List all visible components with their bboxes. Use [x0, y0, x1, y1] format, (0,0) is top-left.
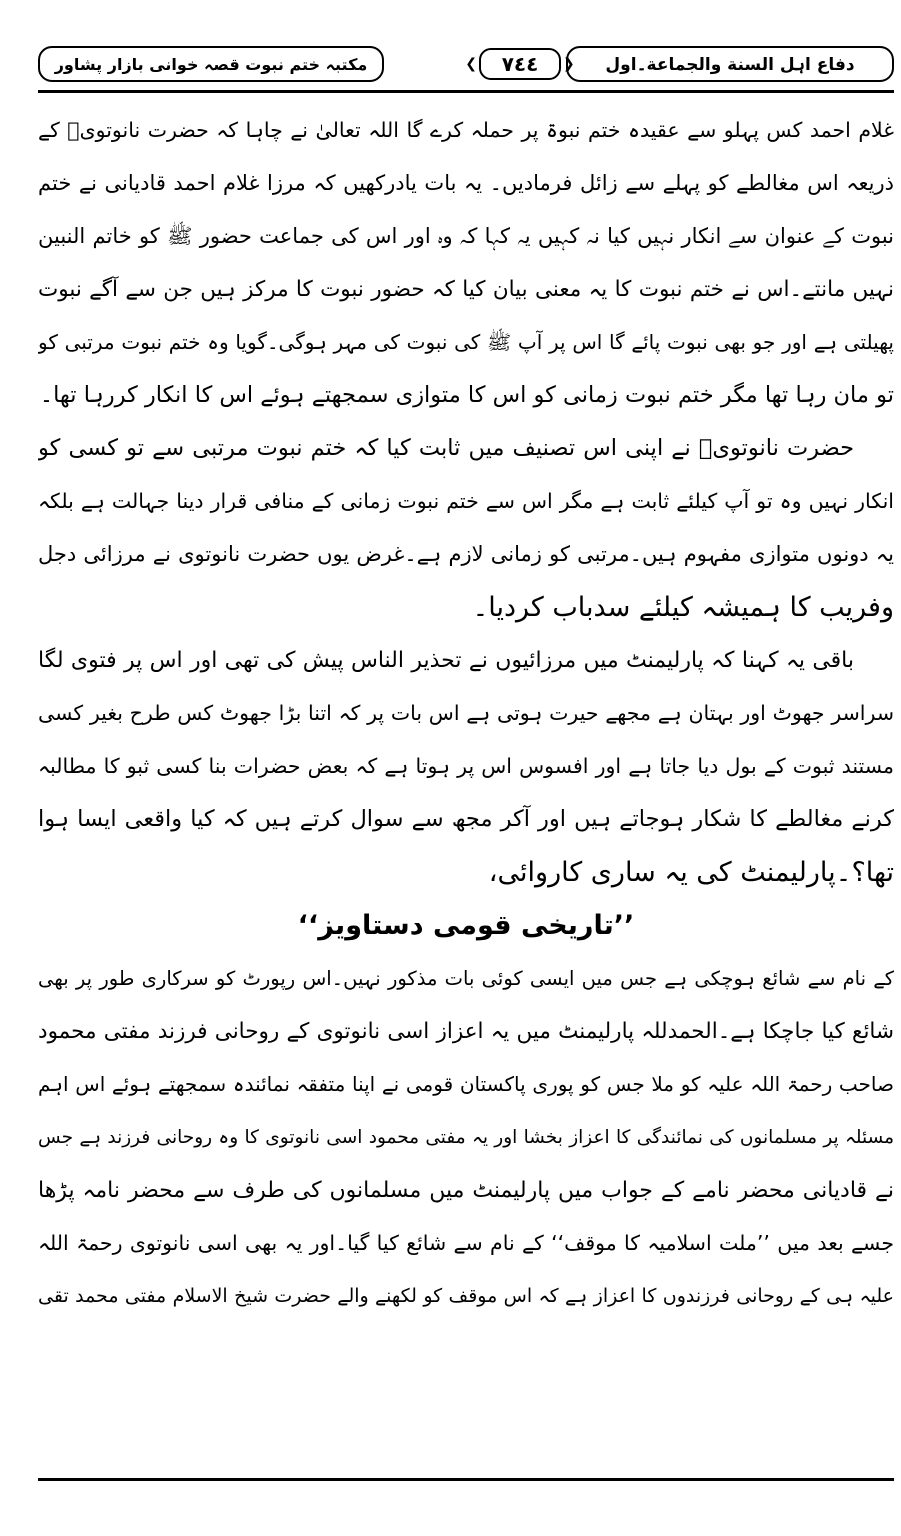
section-heading: ’’تاریخی قومی دستاویز‘‘	[297, 910, 635, 941]
text-line: انکار نہیں وہ تو آپ کیلئے ثابت ہے مگر اس سے ختم نبوت زمانی کے منافی قرار دینا جہالت ہے بلکہ	[38, 489, 894, 513]
text-line: پھیلتی ہے اور جو بھی نبوت پائے گا اس پر آپ ﷺ کی نبوت کی مہر ہوگی۔گویا وہ ختم نبوت مرتبی کو	[38, 330, 894, 354]
text-line: نہیں مانتے۔اس نے ختم نبوت کا یہ معنی بیان کیا کہ حضور نبوت کا مرکز ہیں جن سے آگے نبوت	[38, 277, 894, 302]
text-line: باقی یہ کہنا کہ پارلیمنٹ میں مرزائیوں نے تحذیر الناس پیش کی تھی اور اس پر فتوی لگا	[38, 648, 854, 673]
text-line: تو مان رہا تھا مگر ختم نبوت زمانی کو اس کا متوازی سمجھتے ہوئے اس کا انکار کررہا تھا۔	[39, 382, 894, 408]
text-line: کے نام سے شائع ہوچکی ہے جس میں ایسی کوئی بات مذکور نہیں۔اس رپورٹ کو سرکاری طور پر بھی	[38, 967, 894, 990]
footer-divider	[38, 1478, 894, 1481]
text-line: حضرت نانوتویؒ نے اپنی اس تصنیف میں ثابت کیا کہ ختم نبوت مرتبی سے تو کسی کو	[38, 435, 854, 461]
text-line: غلام احمد کس پہلو سے عقیدہ ختم نبوۃ پر حملہ کرے گا اللہ تعالیٰ نے چاہا کہ حضرت نانوتویؒ کے	[38, 118, 894, 142]
text-line: صاحب رحمۃ اللہ علیہ کو ملا جس کو پوری پاکستان قومی نے اپنا متفقہ نمائندہ سمجھتے ہوئے اس اہم	[38, 1072, 894, 1096]
text-line: علیہ ہی کے روحانی فرزندوں کا اعزاز ہے کہ اس موقف کو لکھنے والے حضرت شیخ الاسلام مفتی محمد تقی	[38, 1285, 894, 1307]
page-number: ٧٤٤	[501, 52, 539, 76]
ornament-icon: ❮	[465, 56, 477, 72]
text-line: جسے بعد میں ’’ملت اسلامیہ کا موقف‘‘ کے نام سے شائع کیا گیا۔اور یہ بھی اسی نانوتوی رحمۃ اللہ	[38, 1231, 894, 1255]
text-line: مسئلہ پر مسلمانوں کی نمائندگی کا اعزاز بخشا اور یہ مفتی محمود اسی نانوتوی کا وہ روحانی فرزند ہے جس	[38, 1127, 894, 1148]
text-line: وفریب کا ہمیشہ کیلئے سدباب کردیا۔	[472, 592, 894, 623]
header-divider	[38, 90, 894, 93]
text-line: نبوت کے عنوان سے انکار نہیں کیا نہ کہیں یہ کہا کہ وہ اور اس کی جماعت حضور ﷺ کو خاتم النبین	[38, 224, 894, 248]
text-line: سراسر جھوٹ اور بہتان ہے مجھے حیرت ہوتی ہے اس بات پر کہ اتنا بڑا جھوٹ کس طرح بغیر کسی	[38, 701, 894, 725]
text-line: شائع کیا جاچکا ہے۔الحمدللہ پارلیمنٹ میں یہ اعزاز اسی نانوتوی کے روحانی فرزند مفتی محمود	[38, 1019, 894, 1044]
text-line: ذریعہ اس مغالطے کو پہلے سے زائل فرمادیں۔ یہ بات یادرکھیں کہ مرزا غلام احمد قادیانی نے ختم	[38, 171, 894, 195]
book-title-box	[566, 46, 894, 82]
text-line: یہ دونوں متوازی مفہوم ہیں۔مرتبی کو زمانی لازم ہے۔غرض یوں حضرت نانوتوی نے مرزائی دجل	[38, 542, 894, 566]
body-text	[38, 104, 894, 1323]
book-title: دفاع اہل السنة والجماعة۔اول	[605, 54, 855, 75]
page-header	[38, 44, 894, 90]
text-line: مستند ثبوت کے بول دیا جاتا ہے اور افسوس اس پر ہوتا ہے کہ بعض حضرات بنا کسی ثبو کا مطالبہ	[38, 754, 894, 778]
text-line: کرنے مغالطے کا شکار ہوجاتے ہیں اور آکر مجھ سے سوال کرتے ہیں کہ کیا واقعی ایسا ہوا	[38, 806, 894, 832]
publisher-box	[38, 46, 384, 82]
page-number-area	[460, 44, 580, 84]
ornament-icon: ❯	[563, 56, 575, 72]
text-line: نے قادیانی محضر نامے کے جواب میں پارلیمنٹ میں مسلمانوں کی طرف سے محضر نامہ پڑھا	[38, 1178, 894, 1203]
page-number-box	[479, 48, 561, 80]
publisher-name: مکتبہ ختم نبوت قصہ خوانی بازار پشاور	[54, 54, 368, 74]
text-line: تھا؟۔پارلیمنٹ کی یہ ساری کاروائی،	[488, 857, 894, 888]
